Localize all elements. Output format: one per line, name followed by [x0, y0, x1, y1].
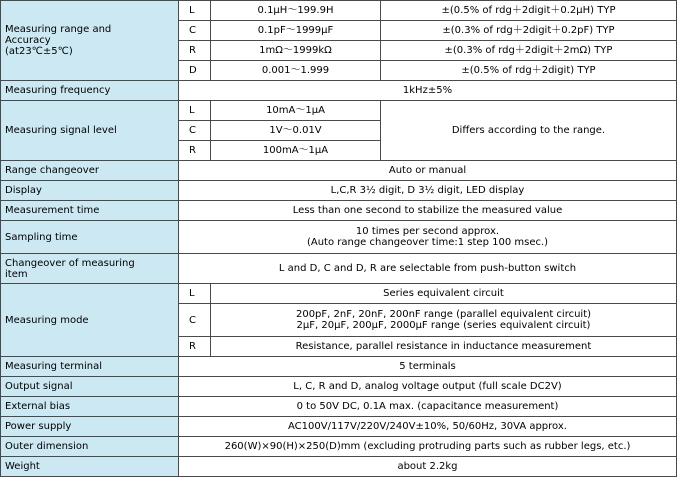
weight-label: Weight: [1, 457, 179, 477]
output-signal-label: Output signal: [1, 377, 179, 397]
mode-value-c: 200pF, 2nF, 20nF, 200nF range (parallel equivalent circuit) 2μF, 20μF, 200μF, 2000μF range (series equivalent circuit): [211, 304, 677, 337]
display-label: Display: [1, 181, 179, 201]
sampling-time-label: Sampling time: [1, 221, 179, 254]
signal-level-label: Measuring signal level: [1, 101, 179, 161]
signal-value-l: 10mA〜1μA: [211, 101, 381, 121]
signal-param-l: L: [179, 101, 211, 121]
measuring-terminal-label: Measuring terminal: [1, 357, 179, 377]
mode-param-l: L: [179, 284, 211, 304]
accuracy-value-d: ±(0.5% of rdg＋2digit) TYP: [381, 61, 677, 81]
accuracy-value-r: ±(0.3% of rdg＋2digit＋2mΩ) TYP: [381, 41, 677, 61]
outer-dimension-label: Outer dimension: [1, 437, 179, 457]
spec-row-outer-dimension: [1, 437, 677, 457]
accuracy-value-l: ±(0.5% of rdg＋2digit＋0.2μH) TYP: [381, 1, 677, 21]
display-value: L,C,R 3½ digit, D 3½ digit, LED display: [179, 181, 677, 201]
range-value-l: 0.1μH〜199.9H: [211, 1, 381, 21]
changeover-item-label: Changeover of measuring item: [1, 254, 179, 284]
output-signal-value: L, C, R and D, analog voltage output (full scale DC2V): [179, 377, 677, 397]
spec-row-range-changeover: [1, 161, 677, 181]
signal-param-r: R: [179, 141, 211, 161]
external-bias-value: 0 to 50V DC, 0.1A max. (capacitance measurement): [179, 397, 677, 417]
range-param-r: R: [179, 41, 211, 61]
signal-value-c: 1V〜0.01V: [211, 121, 381, 141]
range-changeover-label: Range changeover: [1, 161, 179, 181]
measuring-frequency-label: Measuring frequency: [1, 81, 179, 101]
outer-dimension-value: 260(W)×90(H)×250(D)mm (excluding protruding parts such as rubber legs, etc.): [179, 437, 677, 457]
range-changeover-value: Auto or manual: [179, 161, 677, 181]
mode-value-r: Resistance, parallel resistance in inductance measurement: [211, 337, 677, 357]
spec-row-measuring-frequency: [1, 81, 677, 101]
measuring-mode-label: Measuring mode: [1, 284, 179, 357]
measuring-terminal-value: 5 terminals: [179, 357, 677, 377]
range-param-l: L: [179, 1, 211, 21]
spec-row-power-supply: [1, 417, 677, 437]
external-bias-label: External bias: [1, 397, 179, 417]
spec-row-external-bias: [1, 397, 677, 417]
signal-value-r: 100mA〜1μA: [211, 141, 381, 161]
measuring-range-label: Measuring range and Accuracy (at23℃±5℃): [1, 1, 179, 81]
signal-param-c: C: [179, 121, 211, 141]
spec-row-measurement-time: [1, 201, 677, 221]
range-param-d: D: [179, 61, 211, 81]
mode-param-r: R: [179, 337, 211, 357]
spec-row-weight: [1, 457, 677, 477]
spec-row-measuring-range-l: [1, 1, 677, 21]
measurement-time-label: Measurement time: [1, 201, 179, 221]
spec-row-output-signal: [1, 377, 677, 397]
range-value-d: 0.001〜1.999: [211, 61, 381, 81]
mode-value-l: Series equivalent circuit: [211, 284, 677, 304]
sampling-time-value: 10 times per second approx. (Auto range changeover time:1 step 100 msec.): [179, 221, 677, 254]
spec-row-sampling-time: [1, 221, 677, 254]
mode-param-c: C: [179, 304, 211, 337]
power-supply-value: AC100V/117V/220V/240V±10%, 50/60Hz, 30VA approx.: [179, 417, 677, 437]
range-value-r: 1mΩ〜1999kΩ: [211, 41, 381, 61]
power-supply-label: Power supply: [1, 417, 179, 437]
signal-level-note: Differs according to the range.: [381, 101, 677, 161]
accuracy-value-c: ±(0.3% of rdg＋2digit＋0.2pF) TYP: [381, 21, 677, 41]
spec-row-measuring-mode-l: [1, 284, 677, 304]
measuring-frequency-value: 1kHz±5%: [179, 81, 677, 101]
spec-row-display: [1, 181, 677, 201]
measurement-time-value: Less than one second to stabilize the measured value: [179, 201, 677, 221]
spec-row-measuring-terminal: [1, 357, 677, 377]
changeover-item-value: L and D, C and D, R are selectable from push-button switch: [179, 254, 677, 284]
spec-row-changeover-item: [1, 254, 677, 284]
range-value-c: 0.1pF〜1999μF: [211, 21, 381, 41]
weight-value: about 2.2kg: [179, 457, 677, 477]
range-param-c: C: [179, 21, 211, 41]
spec-row-signal-level-l: [1, 101, 677, 121]
